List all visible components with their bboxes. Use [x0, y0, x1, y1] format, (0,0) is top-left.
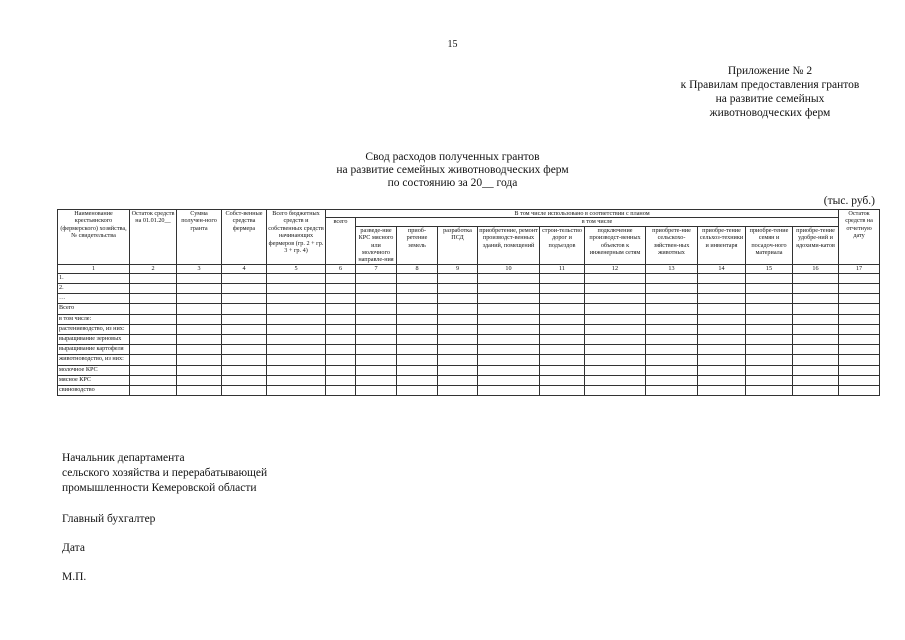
table-cell	[540, 355, 585, 365]
header-cell: разведе-ние КРС мясного или молочного направле-ния	[356, 226, 397, 264]
header-cell: приоб-ретение земель	[397, 226, 438, 264]
table-cell	[222, 314, 267, 324]
table-cell	[698, 375, 746, 385]
table-cell	[397, 294, 438, 304]
table-cell	[326, 324, 356, 334]
table-cell	[478, 355, 540, 365]
table-cell	[130, 314, 177, 324]
column-number-cell: 15	[746, 264, 793, 273]
table-cell	[839, 284, 880, 294]
table-cell	[222, 273, 267, 283]
table-cell	[438, 284, 478, 294]
table-cell	[438, 304, 478, 314]
table-cell	[746, 294, 793, 304]
table-cell	[397, 345, 438, 355]
table-cell	[698, 324, 746, 334]
table-cell	[698, 385, 746, 395]
signature-head	[62, 451, 267, 496]
table-cell	[839, 294, 880, 304]
signature-line: сельского хозяйства и перерабатывающей	[62, 467, 268, 479]
table-cell	[397, 355, 438, 365]
table-cell	[267, 345, 326, 355]
column-number-row	[58, 264, 880, 273]
header-subgroup-cell: в том числе	[356, 218, 839, 226]
column-number-cell: 16	[793, 264, 839, 273]
table-cell	[585, 273, 646, 283]
header-cell: приобрете-ние сельскохо-зяйствен-ных животных	[646, 226, 698, 264]
appendix-line: животноводческих ферм	[709, 107, 831, 119]
table-cell	[438, 375, 478, 385]
table-cell	[222, 355, 267, 365]
table-cell	[326, 334, 356, 344]
table-cell	[698, 345, 746, 355]
appendix-line: к Правилам предоставления грантов	[680, 79, 860, 91]
table-cell	[478, 365, 540, 375]
table-cell	[267, 365, 326, 375]
appendix-line: Приложение № 2	[727, 65, 813, 77]
table-cell	[222, 345, 267, 355]
table-cell	[267, 284, 326, 294]
table-cell	[397, 314, 438, 324]
table-cell	[585, 355, 646, 365]
table-cell	[698, 304, 746, 314]
table-cell	[397, 324, 438, 334]
column-number-cell: 3	[177, 264, 222, 273]
appendix-line: на развитие семейных	[715, 93, 825, 105]
table-cell	[222, 365, 267, 375]
table-cell	[646, 385, 698, 395]
column-number-cell: 8	[397, 264, 438, 273]
table-cell	[356, 273, 397, 283]
table-cell	[397, 365, 438, 375]
table-cell	[746, 314, 793, 324]
table-cell	[746, 273, 793, 283]
table-cell	[746, 385, 793, 395]
table-cell	[267, 334, 326, 344]
table-cell	[326, 355, 356, 365]
table-cell	[585, 284, 646, 294]
signature-line: промышленности Кемеровской области	[62, 482, 257, 494]
table-cell	[267, 273, 326, 283]
table-cell	[130, 284, 177, 294]
table-cell	[438, 334, 478, 344]
table-cell	[222, 334, 267, 344]
table-cell	[746, 334, 793, 344]
row-label-cell: в том числе:	[58, 314, 130, 324]
table-cell	[746, 345, 793, 355]
table-cell	[698, 314, 746, 324]
table-cell	[646, 355, 698, 365]
table-cell	[540, 365, 585, 375]
table-cell	[177, 284, 222, 294]
table-cell	[746, 324, 793, 334]
table-cell	[746, 304, 793, 314]
table-cell	[326, 385, 356, 395]
row-label-cell: животноводство, из них:	[58, 355, 130, 365]
table-row	[58, 273, 880, 283]
table-cell	[356, 365, 397, 375]
table-cell	[585, 385, 646, 395]
title-line: по состоянию за 20__ года	[387, 177, 518, 189]
column-number-cell: 2	[130, 264, 177, 273]
table-cell	[585, 334, 646, 344]
row-label-cell: выращивание зерновых	[58, 334, 130, 344]
table-cell	[839, 314, 880, 324]
table-cell	[130, 294, 177, 304]
table-cell	[222, 375, 267, 385]
table-cell	[540, 284, 585, 294]
table-cell	[177, 345, 222, 355]
table-cell	[839, 334, 880, 344]
table-cell	[130, 273, 177, 283]
table-cell	[478, 314, 540, 324]
table-cell	[222, 385, 267, 395]
table-cell	[130, 345, 177, 355]
table-cell	[540, 304, 585, 314]
table-cell	[326, 345, 356, 355]
table-cell	[793, 355, 839, 365]
table-row	[58, 334, 880, 344]
table-cell	[698, 284, 746, 294]
table-cell	[746, 375, 793, 385]
units-label: (тыс. руб.)	[823, 195, 875, 207]
table-cell	[177, 375, 222, 385]
table-cell	[478, 375, 540, 385]
column-number-cell: 4	[222, 264, 267, 273]
table-row	[58, 345, 880, 355]
column-number-cell: 10	[478, 264, 540, 273]
column-number-cell: 9	[438, 264, 478, 273]
table-cell	[585, 345, 646, 355]
table-cell	[177, 385, 222, 395]
table-cell	[793, 324, 839, 334]
expense-table	[57, 209, 880, 396]
header-cell: Остаток средств на 01.01.20__	[130, 210, 177, 265]
table-cell	[438, 294, 478, 304]
appendix-header	[620, 64, 905, 120]
table-cell	[130, 375, 177, 385]
table-cell	[326, 365, 356, 375]
table-cell	[793, 284, 839, 294]
table-cell	[478, 345, 540, 355]
table-cell	[177, 294, 222, 304]
table-cell	[177, 355, 222, 365]
table-cell	[438, 345, 478, 355]
table-cell	[177, 304, 222, 314]
table-cell	[646, 365, 698, 375]
table-cell	[585, 365, 646, 375]
table-cell	[585, 324, 646, 334]
table-cell	[698, 365, 746, 375]
table-cell	[540, 273, 585, 283]
table-cell	[839, 304, 880, 314]
table-cell	[177, 324, 222, 334]
table-cell	[540, 385, 585, 395]
table-cell	[646, 375, 698, 385]
table-cell	[267, 385, 326, 395]
table-cell	[397, 334, 438, 344]
table-cell	[326, 314, 356, 324]
table-cell	[793, 304, 839, 314]
table-cell	[356, 375, 397, 385]
signature-stamp: М.П.	[62, 571, 87, 583]
header-cell: строи-тельство дорог и подъездов	[540, 226, 585, 264]
table-cell	[130, 355, 177, 365]
table-cell	[356, 324, 397, 334]
table-cell	[326, 375, 356, 385]
column-number-cell: 7	[356, 264, 397, 273]
table-cell	[793, 273, 839, 283]
table-cell	[793, 385, 839, 395]
column-number-cell: 5	[267, 264, 326, 273]
header-cell: Всего бюджетных средств и собственных средств начинающих фермеров (гр. 2 + гр. 3 + гр. 4)	[267, 210, 326, 265]
table-cell	[356, 304, 397, 314]
table-cell	[585, 294, 646, 304]
table-cell	[585, 304, 646, 314]
table-cell	[698, 334, 746, 344]
table-cell	[356, 355, 397, 365]
table-row	[58, 284, 880, 294]
table-cell	[397, 385, 438, 395]
table-cell	[646, 345, 698, 355]
table-cell	[326, 284, 356, 294]
table-cell	[177, 365, 222, 375]
table-cell	[839, 375, 880, 385]
table-cell	[177, 314, 222, 324]
column-number-cell: 14	[698, 264, 746, 273]
table-cell	[222, 304, 267, 314]
header-cell: приобретение, ремонт производст-венных зданий, помещений	[478, 226, 540, 264]
header-cell: Наименование крестьянского (фермерского) хозяйства, № свидетельства	[58, 210, 130, 265]
table-cell	[698, 355, 746, 365]
table-cell	[746, 365, 793, 375]
table-cell	[478, 273, 540, 283]
table-row	[58, 324, 880, 334]
table-cell	[585, 375, 646, 385]
table-cell	[177, 334, 222, 344]
table-cell	[326, 304, 356, 314]
table-row	[58, 375, 880, 385]
table-cell	[746, 284, 793, 294]
table-cell	[267, 314, 326, 324]
row-label-cell: …	[58, 294, 130, 304]
title-line: Свод расходов полученных грантов	[365, 151, 540, 163]
table-cell	[839, 324, 880, 334]
table-row	[58, 385, 880, 395]
column-number-cell: 17	[839, 264, 880, 273]
table-row	[58, 294, 880, 304]
table-cell	[698, 273, 746, 283]
table-cell	[397, 304, 438, 314]
table-cell	[130, 365, 177, 375]
table-cell	[438, 385, 478, 395]
table-cell	[839, 345, 880, 355]
header-cell: Сумма получен-ного гранта	[177, 210, 222, 265]
table-cell	[540, 375, 585, 385]
table-cell	[222, 284, 267, 294]
table-cell	[326, 294, 356, 304]
table-cell	[646, 334, 698, 344]
column-number-cell: 6	[326, 264, 356, 273]
table-cell	[438, 273, 478, 283]
table-cell	[839, 365, 880, 375]
table-cell	[356, 334, 397, 344]
row-label-cell: молочное КРС	[58, 365, 130, 375]
table-cell	[397, 375, 438, 385]
table-cell	[267, 304, 326, 314]
table-body	[58, 273, 880, 395]
signature-line: Начальник департамента	[62, 452, 185, 464]
table-cell	[839, 385, 880, 395]
table-cell	[646, 294, 698, 304]
table-cell	[540, 345, 585, 355]
table-cell	[793, 375, 839, 385]
table-cell	[793, 365, 839, 375]
table-cell	[478, 284, 540, 294]
header-group-cell: В том числе использовано в соответствии с планом	[326, 210, 839, 218]
table-cell	[793, 314, 839, 324]
header-cell: приобре-тение сельхоз-техники и инвентаря	[698, 226, 746, 264]
table-cell	[222, 294, 267, 304]
row-label-cell: свиноводство	[58, 385, 130, 395]
table-cell	[356, 294, 397, 304]
document-title	[0, 151, 905, 190]
table-cell	[478, 334, 540, 344]
row-label-cell: мясное КРС	[58, 375, 130, 385]
table-cell	[267, 324, 326, 334]
header-cell: приобре-тение семян и посадоч-ного материала	[746, 226, 793, 264]
table-cell	[356, 385, 397, 395]
table-cell	[438, 324, 478, 334]
table-cell	[585, 314, 646, 324]
table-cell	[839, 355, 880, 365]
table-cell	[130, 334, 177, 344]
table-cell	[746, 355, 793, 365]
table-cell	[438, 365, 478, 375]
table-cell	[793, 334, 839, 344]
table-cell	[646, 314, 698, 324]
table-cell	[540, 324, 585, 334]
column-number-cell: 13	[646, 264, 698, 273]
table-cell	[540, 334, 585, 344]
table-cell	[222, 324, 267, 334]
column-number-cell: 12	[585, 264, 646, 273]
table-cell	[130, 324, 177, 334]
table-cell	[478, 304, 540, 314]
table-cell	[267, 375, 326, 385]
table-row	[58, 314, 880, 324]
table-cell	[478, 324, 540, 334]
table-cell	[646, 273, 698, 283]
table-cell	[478, 294, 540, 304]
table-cell	[438, 314, 478, 324]
table-row	[58, 304, 880, 314]
table-cell	[326, 273, 356, 283]
column-number-cell: 11	[540, 264, 585, 273]
table-cell	[130, 304, 177, 314]
column-number-cell: 1	[58, 264, 130, 273]
row-label-cell: 1.	[58, 273, 130, 283]
table-cell	[438, 355, 478, 365]
table-cell	[356, 314, 397, 324]
header-cell: всего	[326, 218, 356, 264]
table-cell	[267, 355, 326, 365]
table-cell	[839, 273, 880, 283]
header-cell: разработка ПСД	[438, 226, 478, 264]
table-cell	[698, 294, 746, 304]
table-cell	[130, 385, 177, 395]
header-cell: подключение производст-венных объектов к инженерным сетям	[585, 226, 646, 264]
table-cell	[793, 294, 839, 304]
header-cell: приобре-тение удобре-ний и ядохими-катов	[793, 226, 839, 264]
table-cell	[646, 304, 698, 314]
table-cell	[540, 294, 585, 304]
signature-accountant: Главный бухгалтер	[62, 513, 156, 525]
table-cell	[646, 284, 698, 294]
table-cell	[177, 273, 222, 283]
table-cell	[478, 385, 540, 395]
row-label-cell: растениеводство, из них:	[58, 324, 130, 334]
table-row	[58, 355, 880, 365]
table-cell	[397, 273, 438, 283]
table-cell	[540, 314, 585, 324]
signature-date: Дата	[62, 542, 85, 554]
row-label-cell: 2.	[58, 284, 130, 294]
row-label-cell: выращивание картофеля	[58, 345, 130, 355]
table-cell	[397, 284, 438, 294]
header-cell: Собст-венные средства фермера	[222, 210, 267, 265]
title-line: на развитие семейных животноводческих ферм	[336, 164, 569, 176]
table-cell	[646, 324, 698, 334]
table-row	[58, 365, 880, 375]
header-cell: Остаток средств на отчетную дату	[839, 210, 880, 265]
table-cell	[356, 284, 397, 294]
table-cell	[267, 294, 326, 304]
table-cell	[793, 345, 839, 355]
row-label-cell: Всего	[58, 304, 130, 314]
page-number: 15	[447, 39, 458, 50]
table-cell	[356, 345, 397, 355]
